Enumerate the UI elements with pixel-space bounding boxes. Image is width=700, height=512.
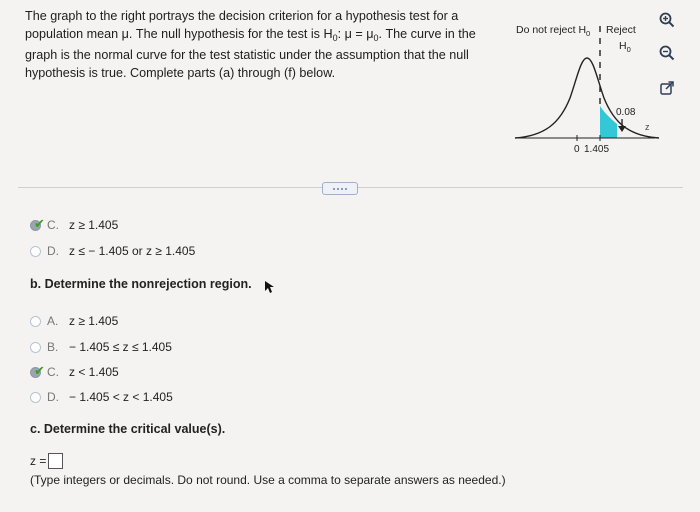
reject-region-fill bbox=[600, 106, 617, 138]
option-text: − 1.405 < z < 1.405 bbox=[69, 390, 173, 404]
mouse-cursor-icon bbox=[264, 280, 276, 294]
part-a-option-d[interactable] bbox=[30, 242, 195, 260]
option-text: z ≥ 1.405 bbox=[69, 218, 119, 232]
intro-line-1: The graph to the right portrays the decision criterion for a hypothesis test for a bbox=[25, 9, 459, 23]
radio-selected[interactable] bbox=[30, 362, 45, 378]
check-icon: ✔ bbox=[34, 215, 45, 231]
intro-line-2-c: . The curve in the bbox=[378, 26, 476, 41]
option-text: − 1.405 ≤ z ≤ 1.405 bbox=[69, 340, 172, 354]
zoom-out-icon[interactable] bbox=[654, 43, 680, 63]
axis-critical-label: 1.405 bbox=[584, 144, 610, 155]
h0-subscript: 0 bbox=[332, 32, 338, 43]
radio-unselected[interactable] bbox=[30, 342, 41, 353]
area-arrow-head bbox=[618, 126, 626, 132]
intro-line-4: hypothesis is true. Complete parts (a) through (f) below. bbox=[25, 65, 336, 80]
open-external-icon[interactable] bbox=[654, 78, 680, 98]
radio-unselected[interactable] bbox=[30, 316, 41, 327]
option-text: z < 1.405 bbox=[69, 365, 119, 379]
part-b-option-b[interactable] bbox=[30, 338, 172, 356]
normal-curve bbox=[515, 58, 659, 138]
zoom-in-icon[interactable] bbox=[654, 10, 680, 30]
normal-curve-graph bbox=[505, 18, 665, 168]
part-b-question: b. Determine the nonrejection region. bbox=[30, 277, 252, 291]
option-letter: C. bbox=[47, 218, 59, 232]
option-letter: A. bbox=[47, 314, 59, 328]
critical-value-answer-row bbox=[30, 453, 63, 469]
mu0-subscript: 0 bbox=[373, 32, 379, 43]
check-icon: ✔ bbox=[34, 362, 45, 378]
option-text: z ≤ − 1.405 or z ≥ 1.405 bbox=[69, 244, 196, 258]
intro-line-3: graph is the normal curve for the test statistic under the assumption that the null bbox=[25, 48, 469, 62]
intro-line-2-a: population mean μ. The null hypothesis for the test is H bbox=[25, 26, 333, 41]
axis-variable-label: z bbox=[645, 122, 650, 132]
part-c-question: c. Determine the critical value(s). bbox=[30, 422, 226, 436]
option-letter: D. bbox=[47, 244, 59, 258]
answer-prefix: z = bbox=[30, 454, 47, 468]
radio-selected[interactable] bbox=[30, 215, 45, 231]
do-not-reject-label: Do not reject $H_0$ bbox=[516, 24, 591, 38]
expand-more-button[interactable] bbox=[322, 182, 358, 195]
intro-line-2 bbox=[25, 26, 495, 48]
part-b-option-a[interactable] bbox=[30, 312, 118, 330]
critical-value-input[interactable] bbox=[48, 453, 63, 469]
reject-label: Reject bbox=[606, 24, 636, 36]
option-letter: D. bbox=[47, 390, 59, 404]
reject-h-label: $H_0$ bbox=[619, 40, 631, 54]
radio-unselected[interactable] bbox=[30, 246, 41, 257]
radio-unselected[interactable] bbox=[30, 392, 41, 403]
area-label: 0.08 bbox=[616, 107, 636, 118]
option-letter: C. bbox=[47, 365, 59, 379]
option-letter: B. bbox=[47, 340, 59, 354]
problem-statement bbox=[25, 8, 495, 82]
part-b-option-c[interactable] bbox=[30, 363, 119, 381]
option-text: z ≥ 1.405 bbox=[69, 314, 119, 328]
part-b-option-d[interactable] bbox=[30, 388, 173, 406]
answer-instructions: (Type integers or decimals. Do not round. Use a comma to separate answers as needed.) bbox=[30, 473, 506, 487]
axis-zero-label: 0 bbox=[574, 144, 580, 155]
part-a-option-c[interactable] bbox=[30, 216, 118, 234]
intro-line-2-b: : μ = μ bbox=[337, 26, 374, 41]
